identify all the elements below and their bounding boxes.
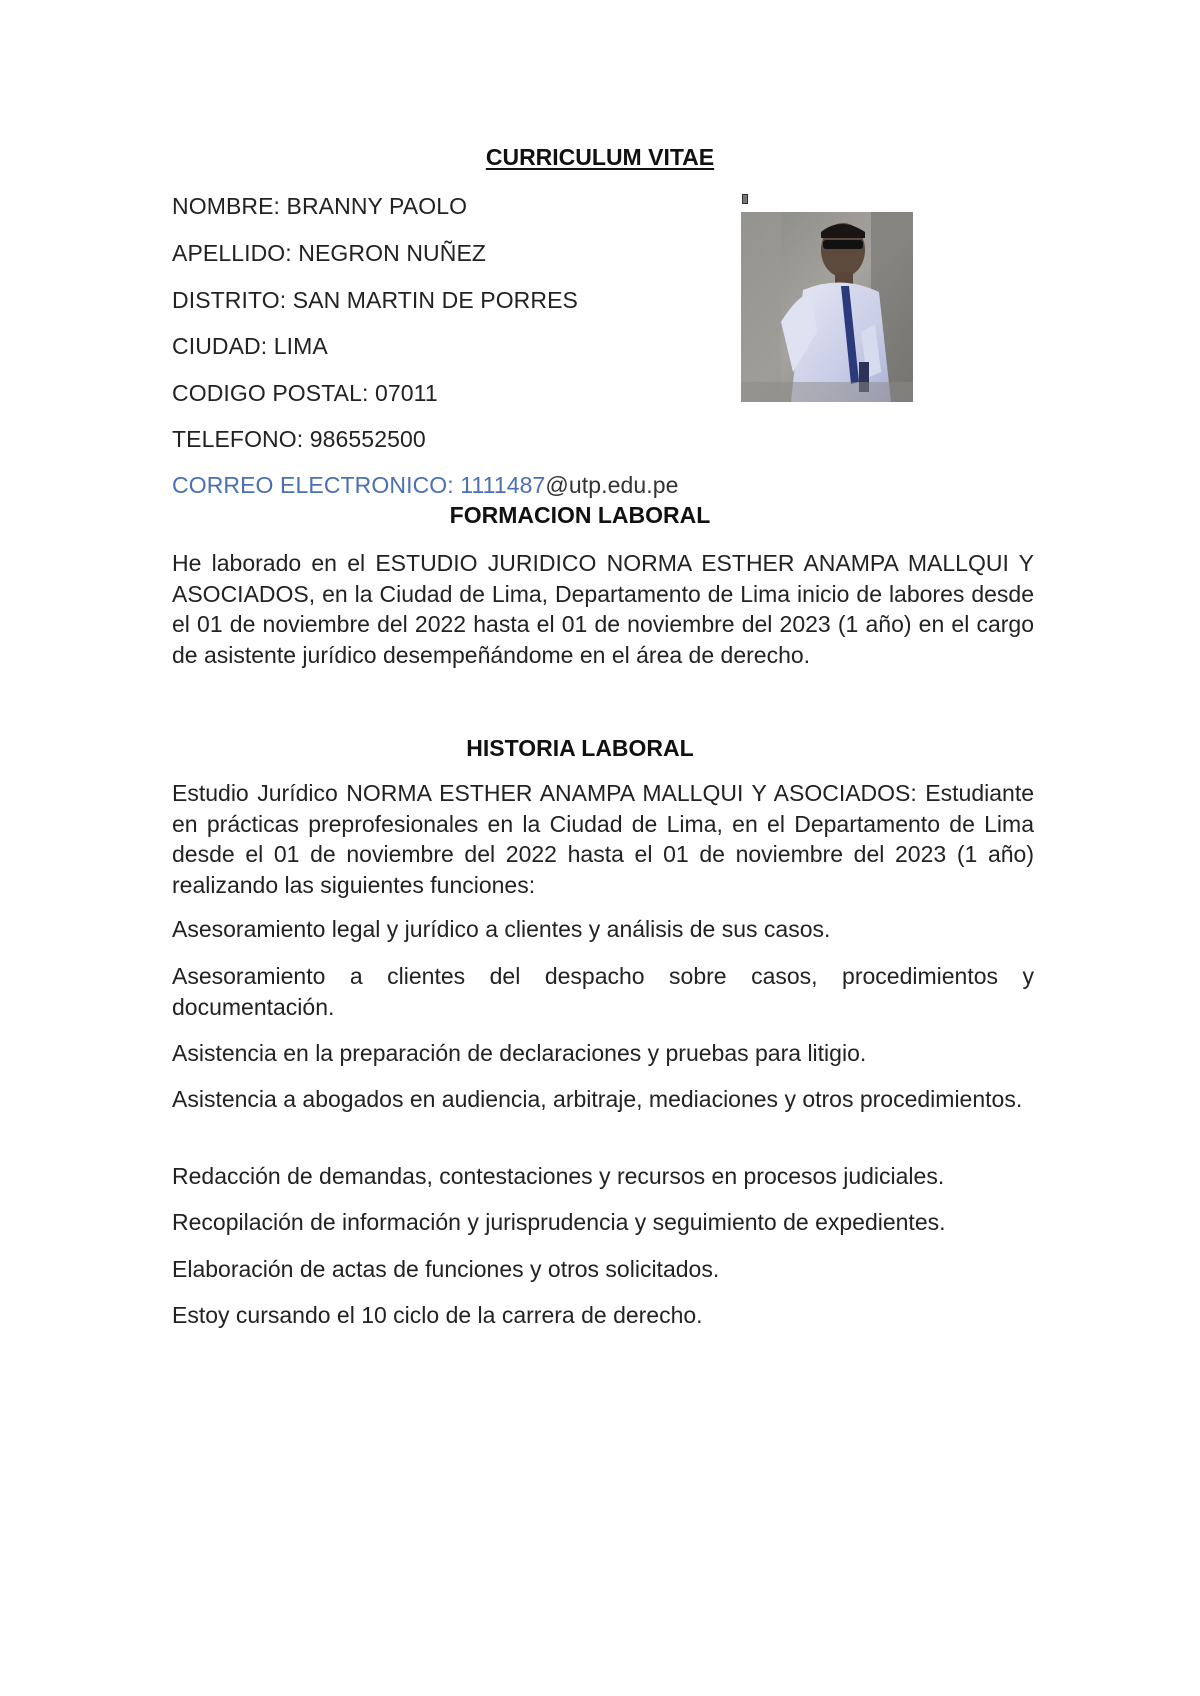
correo-user: 1111487 (460, 472, 546, 498)
ciudad-field: CIUDAD: LIMA (172, 333, 328, 359)
correo-domain: @utp.edu.pe (545, 472, 679, 498)
telefono-field: TELEFONO: 986552500 (172, 426, 426, 452)
image-anchor-icon (742, 194, 748, 204)
nombre-field: NOMBRE: BRANNY PAOLO (172, 193, 468, 219)
formacion-paragraph: He laborado en el ESTUDIO JURIDICO NORMA ESTHER ANAMPA MALLQUI Y ASOCIADOS, en la Ciudad de Lima, Departamento de Lima inicio de labores desde el 01 de noviembre del 2022 hasta el 01 de noviembre del 2023 (1 año) en el cargo de asistente jurídico desempeñándome en el área de derecho. (172, 550, 1034, 668)
list-item: Recopilación de información y jurisprudencia y seguimiento de expedientes. (172, 1209, 946, 1235)
historia-heading: HISTORIA LABORAL (466, 735, 694, 761)
list-item: Elaboración de actas de funciones y otros solicitados. (172, 1256, 720, 1282)
list-item: Redacción de demandas, contestaciones y recursos en procesos judiciales. (172, 1163, 945, 1189)
document-title: CURRICULUM VITAE (485, 144, 715, 170)
correo-field (172, 472, 679, 499)
list-item: Asistencia en la preparación de declaraciones y pruebas para litigio. (172, 1040, 867, 1066)
codigo-postal-field: CODIGO POSTAL: 07011 (172, 380, 438, 406)
list-item: Asesoramiento legal y jurídico a clientes y análisis de sus casos. (172, 916, 831, 942)
historia-intro: Estudio Jurídico NORMA ESTHER ANAMPA MALLQUI Y ASOCIADOS: Estudiante en prácticas preprofesionales en la Ciudad de Lima, en el Departamento de Lima desde el 01 de noviembre del 2022 hasta el 01 de noviembre del 2023 (1 año) realizando las siguientes funciones: (172, 780, 1034, 898)
apellido-field: APELLIDO: NEGRON NUÑEZ (172, 240, 487, 266)
profile-photo (741, 212, 913, 402)
list-item: Asesoramiento a clientes del despacho sobre casos, procedimientos y documentación. (172, 963, 1034, 1020)
formacion-heading: FORMACION LABORAL (449, 502, 711, 528)
list-item: Estoy cursando el 10 ciclo de la carrera de derecho. (172, 1302, 703, 1328)
list-item: Asistencia a abogados en audiencia, arbitraje, mediaciones y otros procedimientos. (172, 1086, 1023, 1112)
distrito-field: DISTRITO: SAN MARTIN DE PORRES (172, 287, 578, 313)
correo-label: CORREO ELECTRONICO: (172, 472, 461, 498)
profile-photo-image (741, 212, 913, 402)
